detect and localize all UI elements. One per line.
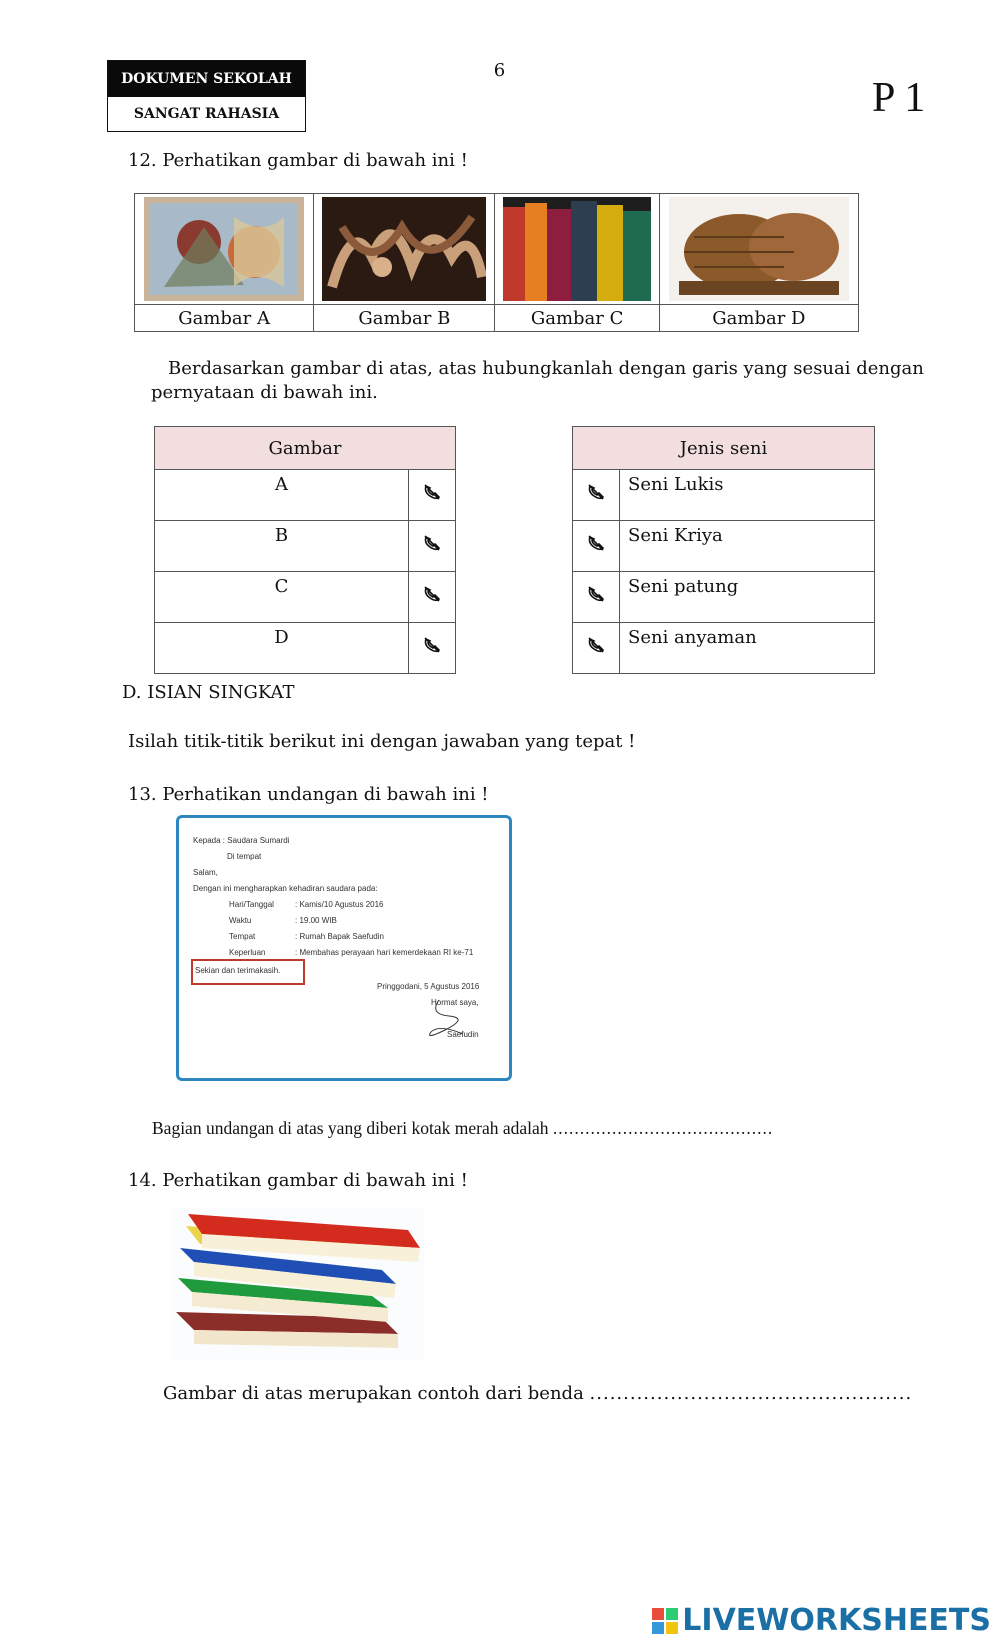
right-item-2: Seni Kriya [620, 521, 875, 572]
match-left-table [154, 426, 456, 674]
q12-image-table [134, 193, 859, 332]
match-right-table [572, 426, 875, 674]
connect-point-3[interactable] [573, 572, 620, 623]
left-item-d: D [155, 623, 409, 674]
connector-icon [422, 533, 442, 553]
letter-signer: Saefudin [447, 1030, 479, 1039]
wood-carving-image [322, 197, 486, 301]
letter-row-value-4: : Membahas perayaan hari kemerdekaan RI ke-71 [295, 948, 474, 957]
letter-greeting: Salam, [193, 868, 218, 877]
left-item-c: C [155, 572, 409, 623]
letter-row-value-1: : Kamis/10 Agustus 2016 [295, 900, 384, 909]
letter-date: Pringgodani, 5 Agustus 2016 [377, 982, 480, 991]
painting-image [144, 197, 304, 301]
q12-instruction: Berdasarkan gambar di atas, atas hubungkanlah dengan garis yang sesuai dengan pernyataan di bawah ini. [151, 358, 924, 403]
letter-intro: Dengan ini mengharapkan kehadiran saudara pada: [193, 884, 378, 893]
image-cell-b [314, 194, 495, 305]
connect-point-d[interactable] [409, 623, 456, 674]
liveworksheets-logo-icon [652, 1608, 678, 1634]
connector-icon [422, 635, 442, 655]
caption-b: Gambar B [314, 305, 495, 332]
connector-icon [586, 482, 606, 502]
letter-to: Kepada : Saudara Sumardi [193, 836, 290, 845]
connector-icon [422, 584, 442, 604]
q13-answer-blank[interactable]: ......................................... [552, 1118, 774, 1138]
connect-point-4[interactable] [573, 623, 620, 674]
letter-place: Di tempat [227, 852, 262, 861]
connector-icon [586, 635, 606, 655]
letter-row-value-3: : Rumah Bapak Saefudin [295, 932, 384, 941]
section-d-heading: D. ISIAN SINGKAT [122, 682, 295, 703]
caption-c: Gambar C [495, 305, 659, 332]
paper-code: P 1 [872, 75, 926, 121]
connect-point-a[interactable] [409, 470, 456, 521]
right-item-4: Seni anyaman [620, 623, 875, 674]
q14-question-text: Gambar di atas merupakan contoh dari benda [163, 1383, 584, 1404]
stamp-bottom: SANGAT RAHASIA [133, 106, 280, 122]
caption-a: Gambar A [135, 305, 314, 332]
right-item-3: Seni patung [620, 572, 875, 623]
connect-point-1[interactable] [573, 470, 620, 521]
image-cell-a [135, 194, 314, 305]
q12-title: 12. Perhatikan gambar di bawah ini ! [128, 150, 468, 171]
woven-basket-image [669, 197, 849, 301]
page-number: 6 [493, 60, 506, 81]
connect-point-c[interactable] [409, 572, 456, 623]
liveworksheets-logo-text: LIVEWORKSHEETS [682, 1603, 991, 1638]
connect-point-b[interactable] [409, 521, 456, 572]
q13-title: 13. Perhatikan undangan di bawah ini ! [128, 784, 489, 805]
q14-answer-blank[interactable]: ................................................ [589, 1383, 913, 1404]
right-item-1: Seni Lukis [620, 470, 875, 521]
right-header: Jenis seni [573, 427, 875, 470]
section-d-instruction: Isilah titik-titik berikut ini dengan jawaban yang tepat ! [128, 731, 636, 752]
q13-question-text: Bagian undangan di atas yang diberi kotak merah adalah [152, 1118, 549, 1138]
stamp-top: DOKUMEN SEKOLAH [108, 61, 305, 97]
connect-point-2[interactable] [573, 521, 620, 572]
invitation-letter-image [176, 815, 512, 1081]
liveworksheets-logo [652, 1603, 991, 1638]
letter-row-label-4: Keperluan [229, 948, 266, 957]
left-item-a: A [155, 470, 409, 521]
left-item-b: B [155, 521, 409, 572]
left-header: Gambar [155, 427, 456, 470]
image-cell-d [659, 194, 858, 305]
q14-question [163, 1383, 912, 1404]
textile-image [503, 197, 651, 301]
connector-icon [586, 533, 606, 553]
image-cell-c [495, 194, 659, 305]
q14-title: 14. Perhatikan gambar di bawah ini ! [128, 1170, 468, 1191]
letter-row-label-1: Hari/Tanggal [229, 900, 274, 909]
letter-row-value-2: : 19.00 WIB [295, 916, 337, 925]
connector-icon [586, 584, 606, 604]
q13-question [152, 1118, 773, 1139]
letter-row-label-3: Tempat [229, 932, 256, 941]
letter-row-label-2: Waktu [229, 916, 252, 925]
caption-d: Gambar D [659, 305, 858, 332]
connector-icon [422, 482, 442, 502]
book-stack-image [172, 1208, 424, 1360]
letter-closing: Sekian dan terimakasih. [195, 966, 281, 975]
letter-regards: Hormat saya, [431, 998, 479, 1007]
